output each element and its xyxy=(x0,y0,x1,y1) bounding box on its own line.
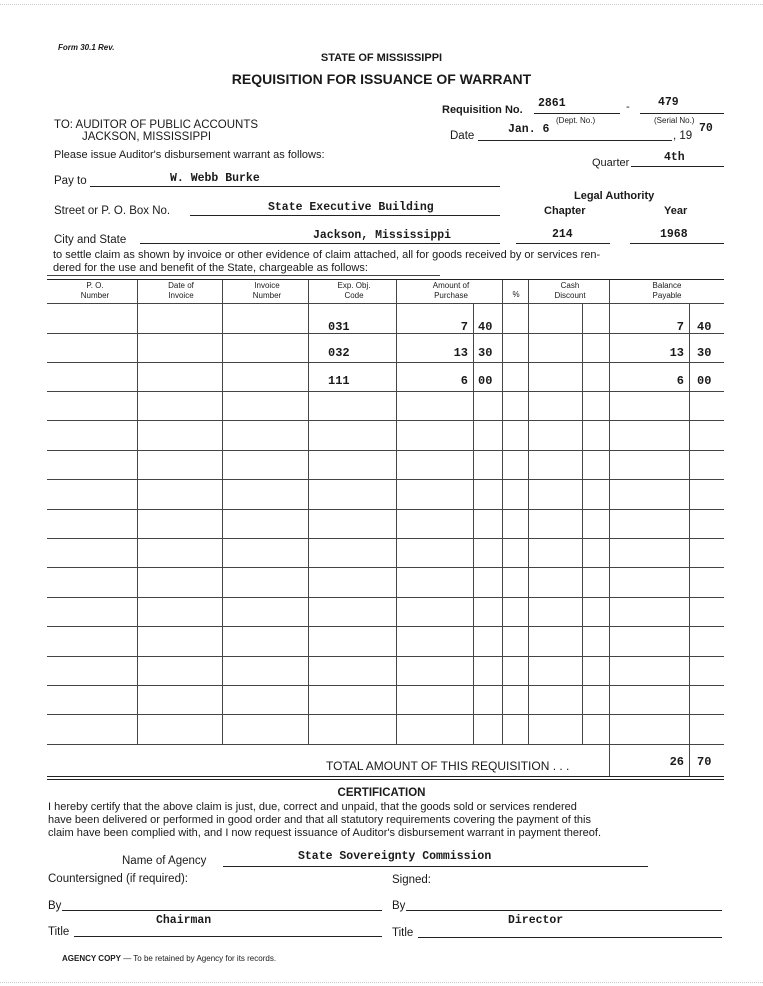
col-divider xyxy=(137,280,138,744)
certification-line-1: I hereby certify that the above claim is just, due, correct and unpaid, that the goods sold or services rendered xyxy=(48,801,577,813)
amount-dollars: 7 xyxy=(460,320,468,334)
col-divider xyxy=(473,304,474,744)
row-rule xyxy=(47,362,724,363)
instruction-text: Please issue Auditor's disbursement warrant as follows: xyxy=(54,149,325,161)
street-label: Street or P. O. Box No. xyxy=(54,205,171,217)
chapter-line xyxy=(516,243,610,244)
requisition-label: Requisition No. xyxy=(442,104,523,116)
quarter-value: 4th xyxy=(664,151,685,164)
col-divider xyxy=(689,304,690,777)
signed-label: Signed: xyxy=(392,874,432,886)
header-invoice-number: Invoice Number xyxy=(252,281,282,300)
chapter-label: Chapter xyxy=(544,205,586,217)
total-label: TOTAL AMOUNT OF THIS REQUISITION . . . xyxy=(326,759,570,773)
authority-year-value: 1968 xyxy=(660,228,688,241)
row-rule xyxy=(47,567,724,568)
header-date-of-invoice: Date of Invoice xyxy=(168,281,194,300)
header-cash-discount: Cash Discount xyxy=(554,281,586,300)
col-divider xyxy=(528,280,529,744)
serial-no-line xyxy=(640,113,724,114)
row-rule xyxy=(47,333,724,334)
header-exp-obj-code: Exp. Obj. Code xyxy=(337,281,371,300)
header-percent: % xyxy=(512,290,520,299)
to-line-1: TO: AUDITOR OF PUBLIC ACCOUNTS xyxy=(54,119,259,131)
street-line xyxy=(190,215,500,216)
settle-text-2: dered for the use and benefit of the State, chargeable as follows: xyxy=(53,262,368,274)
certification-title: CERTIFICATION xyxy=(337,787,426,799)
exp-code: 032 xyxy=(328,346,350,360)
header-po-number: P. O. Number xyxy=(80,281,110,300)
chapter-value: 214 xyxy=(552,228,573,241)
to-line-2: JACKSON, MISSISSIPPI xyxy=(82,131,212,143)
date-value: Jan. 6 xyxy=(508,123,550,136)
exp-code: 031 xyxy=(328,320,350,334)
row-rule xyxy=(47,685,724,686)
countersigned-label: Countersigned (if required): xyxy=(48,873,188,885)
dept-no-caption: (Dept. No.) xyxy=(556,116,596,125)
row-rule xyxy=(47,420,724,421)
row-rule xyxy=(47,479,724,480)
amount-dollars: 6 xyxy=(460,374,468,388)
by-line-left xyxy=(62,910,382,911)
header-balance-payable: Balance Payable xyxy=(652,281,682,300)
agency-line xyxy=(223,866,648,867)
agency-copy-text: — To be retained by Agency for its records. xyxy=(123,954,277,963)
col-divider xyxy=(222,280,223,744)
settle-text-1: to settle claim as shown by invoice or other evidence of claim attached, all for goods received by or services ren- xyxy=(53,249,601,261)
quarter-label: Quarter xyxy=(592,157,630,169)
pay-to-line xyxy=(90,186,500,187)
title-value-left: Chairman xyxy=(156,914,212,927)
agency-label: Name of Agency xyxy=(122,855,207,867)
city-line xyxy=(140,243,500,244)
title-value-right: Director xyxy=(508,914,564,927)
row-rule xyxy=(47,538,724,539)
certification-line-3: claim have been complied with, and I now request issuance of Auditor's disbursement warrant in payment thereof. xyxy=(48,827,602,839)
col-divider xyxy=(609,280,610,777)
city-value: Jackson, Mississippi xyxy=(313,229,452,242)
balance-cents: 30 xyxy=(697,346,712,360)
balance-dollars: 13 xyxy=(669,346,684,360)
header-amount-of-purchase: Amount of Purchase xyxy=(432,281,470,300)
agency-copy-label: AGENCY COPY xyxy=(62,954,121,963)
state-heading: STATE OF MISSISSIPPI xyxy=(320,52,443,64)
dept-no-value: 2861 xyxy=(538,97,566,110)
requisition-dash: - xyxy=(626,101,630,113)
date-line xyxy=(478,140,672,141)
legal-authority-title: Legal Authority xyxy=(574,190,655,202)
total-rule-2 xyxy=(47,779,724,780)
amount-cents: 00 xyxy=(478,374,493,388)
row-rule xyxy=(47,450,724,451)
table-top-rule xyxy=(47,279,724,280)
form-number: Form 30.1 Rev. xyxy=(58,43,115,52)
title-line-left xyxy=(74,936,382,937)
authority-year-label: Year xyxy=(664,205,688,217)
col-divider xyxy=(396,280,397,744)
total-rule-1 xyxy=(47,776,724,777)
form-title: REQUISITION FOR ISSUANCE OF WARRANT xyxy=(231,71,532,87)
row-rule xyxy=(47,597,724,598)
row-rule xyxy=(47,626,724,627)
row-rule xyxy=(47,656,724,657)
row-rule xyxy=(47,391,724,392)
col-divider xyxy=(308,280,309,744)
col-divider xyxy=(502,280,503,744)
year-prefix: , 19 xyxy=(673,130,693,142)
pay-to-value: W. Webb Burke xyxy=(170,172,260,185)
bottom-perforation xyxy=(0,982,763,983)
amount-dollars: 13 xyxy=(453,346,468,360)
by-line-right xyxy=(406,910,722,911)
street-value: State Executive Building xyxy=(268,201,434,214)
amount-cents: 30 xyxy=(478,346,493,360)
balance-dollars: 7 xyxy=(676,320,684,334)
by-label-left: By xyxy=(48,900,62,912)
year-suffix: 70 xyxy=(699,122,713,135)
col-divider xyxy=(582,304,583,744)
exp-code: 111 xyxy=(328,374,350,388)
row-rule xyxy=(47,714,724,715)
top-perforation xyxy=(0,4,763,5)
agency-value: State Sovereignty Commission xyxy=(298,850,492,863)
quarter-line xyxy=(631,166,724,167)
row-rule xyxy=(47,509,724,510)
balance-dollars: 6 xyxy=(676,374,684,388)
header-bottom-rule xyxy=(47,303,724,304)
serial-no-caption: (Serial No.) xyxy=(654,116,695,125)
balance-cents: 40 xyxy=(697,320,712,334)
settle-underline xyxy=(47,275,440,276)
city-label: City and State xyxy=(54,234,127,246)
total-dollars: 26 xyxy=(669,755,684,769)
date-label: Date xyxy=(450,130,475,142)
serial-no-value: 479 xyxy=(658,96,679,109)
title-label-left: Title xyxy=(48,926,70,938)
title-label-right: Title xyxy=(392,927,414,939)
dept-no-line xyxy=(534,113,620,114)
balance-cents: 00 xyxy=(697,374,712,388)
pay-to-label: Pay to xyxy=(54,175,87,187)
authority-year-line xyxy=(630,243,724,244)
title-line-right xyxy=(418,937,722,938)
row-rule xyxy=(47,744,724,745)
agency-copy-note xyxy=(62,954,276,963)
total-cents: 70 xyxy=(697,755,712,769)
by-label-right: By xyxy=(392,900,406,912)
certification-line-2: have been delivered or performed in good order and that all statutory requirements covering the payment of this xyxy=(48,814,591,826)
amount-cents: 40 xyxy=(478,320,493,334)
